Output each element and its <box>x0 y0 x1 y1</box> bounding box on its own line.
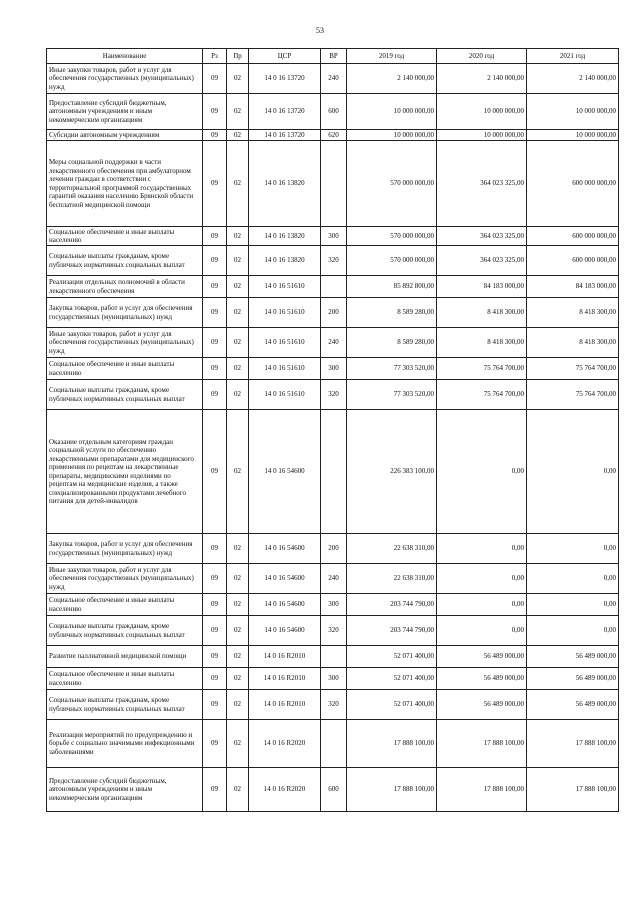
row-2019-cell: 77 303 520,00 <box>347 358 437 380</box>
row-2021-cell: 17 888 100,00 <box>527 768 619 812</box>
table-body <box>47 64 619 812</box>
row-rz-cell: 09 <box>203 690 227 720</box>
row-name-cell: Реализация отдельных полномочий в области лекарственного обеспечения <box>47 276 203 298</box>
row-name-cell: Предоставление субсидий бюджетным, автономным учреждениям и иным некоммерческим организациям <box>47 94 203 130</box>
row-2019-cell: 570 000 000,00 <box>347 227 437 246</box>
row-pr-cell: 02 <box>227 564 249 594</box>
table-row <box>47 410 619 534</box>
table-row <box>47 141 619 227</box>
row-2020-cell: 10 000 000,00 <box>437 94 527 130</box>
row-2019-cell: 17 888 100,00 <box>347 768 437 812</box>
row-csr-cell: 14 0 16 13720 <box>249 94 321 130</box>
row-rz-cell: 09 <box>203 668 227 690</box>
row-name-cell: Социальное обеспечение и иные выплаты населению <box>47 594 203 616</box>
row-name-cell: Иные закупки товаров, работ и услуг для обеспечения государственных (муниципальных) нужд <box>47 564 203 594</box>
row-rz-cell: 09 <box>203 94 227 130</box>
header-2020: 2020 год <box>437 49 527 64</box>
row-rz-cell: 09 <box>203 720 227 768</box>
row-pr-cell: 02 <box>227 227 249 246</box>
row-name-cell: Социальное обеспечение и иные выплаты населению <box>47 227 203 246</box>
row-2019-cell: 570 000 000,00 <box>347 141 437 227</box>
row-2021-cell: 56 489 000,00 <box>527 668 619 690</box>
row-2020-cell: 56 489 000,00 <box>437 668 527 690</box>
row-vr-cell: 240 <box>321 328 347 358</box>
header-name: Наименование <box>47 49 203 64</box>
row-vr-cell: 320 <box>321 616 347 646</box>
page-number: 53 <box>316 26 324 35</box>
row-2019-cell: 77 303 520,00 <box>347 380 437 410</box>
row-2021-cell: 600 000 000,00 <box>527 246 619 276</box>
row-csr-cell: 14 0 16 R2010 <box>249 646 321 668</box>
table-row <box>47 594 619 616</box>
row-vr-cell: 240 <box>321 564 347 594</box>
row-2019-cell: 203 744 790,00 <box>347 594 437 616</box>
row-2021-cell: 0,00 <box>527 410 619 534</box>
row-rz-cell: 09 <box>203 594 227 616</box>
table-row <box>47 534 619 564</box>
row-2019-cell: 52 071 400,00 <box>347 646 437 668</box>
row-csr-cell: 14 0 16 54600 <box>249 594 321 616</box>
row-name-cell: Развитие паллиативной медицинской помощи <box>47 646 203 668</box>
row-name-cell: Меры социальной поддержки в части лекарственного обеспечения при амбулаторном лечении граждан в соответствии с территориальной программой государственных гарантий оказания населению Брянской области бесплатной медицинской помощи <box>47 141 203 227</box>
row-rz-cell: 09 <box>203 410 227 534</box>
row-csr-cell: 14 0 16 R2010 <box>249 668 321 690</box>
row-rz-cell: 09 <box>203 246 227 276</box>
row-2021-cell: 0,00 <box>527 594 619 616</box>
row-vr-cell <box>321 410 347 534</box>
header-pr: Пр <box>227 49 249 64</box>
row-2021-cell: 84 183 000,00 <box>527 276 619 298</box>
table-row <box>47 64 619 94</box>
row-2020-cell: 364 023 325,00 <box>437 141 527 227</box>
row-2020-cell: 8 418 300,00 <box>437 328 527 358</box>
row-2021-cell: 8 418 300,00 <box>527 298 619 328</box>
row-2019-cell: 52 071 400,00 <box>347 668 437 690</box>
budget-table <box>46 48 619 812</box>
row-2020-cell: 0,00 <box>437 616 527 646</box>
row-pr-cell: 02 <box>227 594 249 616</box>
row-csr-cell: 14 0 16 51610 <box>249 298 321 328</box>
row-2019-cell: 203 744 790,00 <box>347 616 437 646</box>
row-name-cell: Иные закупки товаров, работ и услуг для обеспечения государственных (муниципальных) нужд <box>47 64 203 94</box>
row-2021-cell: 8 418 300,00 <box>527 328 619 358</box>
row-rz-cell: 09 <box>203 564 227 594</box>
row-2021-cell: 600 000 000,00 <box>527 227 619 246</box>
row-2020-cell: 364 023 325,00 <box>437 227 527 246</box>
row-2021-cell: 600 000 000,00 <box>527 141 619 227</box>
table-row <box>47 564 619 594</box>
table-row <box>47 380 619 410</box>
row-2021-cell: 56 489 000,00 <box>527 646 619 668</box>
row-name-cell: Предоставление субсидий бюджетным, автономным учреждениям и иным некоммерческим организациям <box>47 768 203 812</box>
row-2019-cell: 22 638 310,00 <box>347 534 437 564</box>
row-vr-cell: 320 <box>321 246 347 276</box>
row-rz-cell: 09 <box>203 768 227 812</box>
table-row <box>47 276 619 298</box>
row-name-cell: Социальные выплаты гражданам, кроме публичных нормативных социальных выплат <box>47 246 203 276</box>
row-2020-cell: 8 418 300,00 <box>437 298 527 328</box>
row-2019-cell: 22 638 310,00 <box>347 564 437 594</box>
row-pr-cell: 02 <box>227 276 249 298</box>
row-csr-cell: 14 0 16 54600 <box>249 564 321 594</box>
table-row <box>47 768 619 812</box>
row-2019-cell: 8 589 280,00 <box>347 298 437 328</box>
table-row <box>47 246 619 276</box>
row-pr-cell: 02 <box>227 246 249 276</box>
table-row <box>47 616 619 646</box>
row-vr-cell <box>321 646 347 668</box>
row-vr-cell: 600 <box>321 94 347 130</box>
row-name-cell: Социальные выплаты гражданам, кроме публичных нормативных социальных выплат <box>47 616 203 646</box>
row-2020-cell: 17 888 100,00 <box>437 768 527 812</box>
row-name-cell: Социальные выплаты гражданам, кроме публичных нормативных социальных выплат <box>47 380 203 410</box>
row-2021-cell: 75 764 700,00 <box>527 380 619 410</box>
row-name-cell: Закупка товаров, работ и услуг для обеспечения государственных (муниципальных) нужд <box>47 298 203 328</box>
row-name-cell: Закупка товаров, работ и услуг для обеспечения государственных (муниципальных) нужд <box>47 534 203 564</box>
table-row <box>47 668 619 690</box>
row-2021-cell: 0,00 <box>527 564 619 594</box>
row-vr-cell <box>321 141 347 227</box>
header-rz: Рз <box>203 49 227 64</box>
row-2019-cell: 2 140 000,00 <box>347 64 437 94</box>
table-row <box>47 690 619 720</box>
row-vr-cell: 300 <box>321 668 347 690</box>
row-2021-cell: 17 888 100,00 <box>527 720 619 768</box>
row-pr-cell: 02 <box>227 690 249 720</box>
row-rz-cell: 09 <box>203 534 227 564</box>
row-pr-cell: 02 <box>227 646 249 668</box>
row-pr-cell: 02 <box>227 410 249 534</box>
row-pr-cell: 02 <box>227 534 249 564</box>
row-2020-cell: 75 764 700,00 <box>437 358 527 380</box>
row-rz-cell: 09 <box>203 276 227 298</box>
row-2020-cell: 84 183 000,00 <box>437 276 527 298</box>
row-2019-cell: 85 892 800,00 <box>347 276 437 298</box>
row-vr-cell: 620 <box>321 130 347 141</box>
row-csr-cell: 14 0 16 51610 <box>249 380 321 410</box>
row-csr-cell: 14 0 16 R2020 <box>249 720 321 768</box>
row-csr-cell: 14 0 16 R2020 <box>249 768 321 812</box>
row-2021-cell: 75 764 700,00 <box>527 358 619 380</box>
row-csr-cell: 14 0 16 13820 <box>249 141 321 227</box>
row-pr-cell: 02 <box>227 358 249 380</box>
row-2020-cell: 17 888 100,00 <box>437 720 527 768</box>
row-rz-cell: 09 <box>203 64 227 94</box>
row-vr-cell: 240 <box>321 64 347 94</box>
row-2020-cell: 0,00 <box>437 410 527 534</box>
row-name-cell: Иные закупки товаров, работ и услуг для обеспечения государственных (муниципальных) нужд <box>47 328 203 358</box>
row-csr-cell: 14 0 16 51610 <box>249 358 321 380</box>
row-vr-cell <box>321 276 347 298</box>
row-2021-cell: 10 000 000,00 <box>527 94 619 130</box>
row-pr-cell: 02 <box>227 298 249 328</box>
row-name-cell: Социальное обеспечение и иные выплаты населению <box>47 668 203 690</box>
row-vr-cell: 320 <box>321 380 347 410</box>
row-vr-cell: 600 <box>321 768 347 812</box>
row-csr-cell: 14 0 16 51610 <box>249 276 321 298</box>
table-row <box>47 328 619 358</box>
row-2019-cell: 226 383 100,00 <box>347 410 437 534</box>
table-header-row <box>47 49 619 64</box>
row-csr-cell: 14 0 16 13720 <box>249 64 321 94</box>
header-vr: ВР <box>321 49 347 64</box>
row-pr-cell: 02 <box>227 328 249 358</box>
row-csr-cell: 14 0 16 54600 <box>249 616 321 646</box>
row-csr-cell: 14 0 16 54600 <box>249 534 321 564</box>
row-rz-cell: 09 <box>203 227 227 246</box>
row-2020-cell: 10 000 000,00 <box>437 130 527 141</box>
row-2020-cell: 56 489 000,00 <box>437 690 527 720</box>
row-name-cell: Реализация мероприятий по предупреждению и борьбе с социально значимыми инфекционными заболеваниями <box>47 720 203 768</box>
row-name-cell: Субсидии автономным учреждениям <box>47 130 203 141</box>
row-2021-cell: 56 489 000,00 <box>527 690 619 720</box>
row-pr-cell: 02 <box>227 130 249 141</box>
row-vr-cell: 300 <box>321 358 347 380</box>
row-2020-cell: 75 764 700,00 <box>437 380 527 410</box>
row-pr-cell: 02 <box>227 64 249 94</box>
table-row <box>47 227 619 246</box>
row-2021-cell: 0,00 <box>527 534 619 564</box>
table-row <box>47 720 619 768</box>
row-pr-cell: 02 <box>227 94 249 130</box>
row-csr-cell: 14 0 16 13720 <box>249 130 321 141</box>
row-2019-cell: 17 888 100,00 <box>347 720 437 768</box>
row-2020-cell: 56 489 000,00 <box>437 646 527 668</box>
row-vr-cell: 200 <box>321 534 347 564</box>
row-pr-cell: 02 <box>227 616 249 646</box>
row-pr-cell: 02 <box>227 141 249 227</box>
row-name-cell: Оказание отдельным категориям граждан социальной услуги по обеспечению лекарственными препаратами для медицинского применения по рецептам на лекарственные препараты, медицинскими изделиями по рецептам на медицинские изделия, а также специализированными продуктами лечебного питания для детей-инвалидов <box>47 410 203 534</box>
row-2020-cell: 2 140 000,00 <box>437 64 527 94</box>
row-2019-cell: 8 589 280,00 <box>347 328 437 358</box>
row-csr-cell: 14 0 16 13820 <box>249 246 321 276</box>
table-row <box>47 94 619 130</box>
header-2021: 2021 год <box>527 49 619 64</box>
row-2019-cell: 10 000 000,00 <box>347 130 437 141</box>
row-rz-cell: 09 <box>203 328 227 358</box>
row-csr-cell: 14 0 16 13820 <box>249 227 321 246</box>
row-pr-cell: 02 <box>227 720 249 768</box>
table-row <box>47 130 619 141</box>
row-2021-cell: 2 140 000,00 <box>527 64 619 94</box>
row-2019-cell: 10 000 000,00 <box>347 94 437 130</box>
row-rz-cell: 09 <box>203 298 227 328</box>
row-rz-cell: 09 <box>203 130 227 141</box>
row-pr-cell: 02 <box>227 380 249 410</box>
row-2020-cell: 0,00 <box>437 564 527 594</box>
row-2020-cell: 0,00 <box>437 534 527 564</box>
row-csr-cell: 14 0 16 51610 <box>249 328 321 358</box>
row-name-cell: Социальные выплаты гражданам, кроме публичных нормативных социальных выплат <box>47 690 203 720</box>
row-rz-cell: 09 <box>203 358 227 380</box>
row-2019-cell: 52 071 400,00 <box>347 690 437 720</box>
table-row <box>47 358 619 380</box>
row-vr-cell: 300 <box>321 594 347 616</box>
row-vr-cell: 300 <box>321 227 347 246</box>
row-csr-cell: 14 0 16 R2010 <box>249 690 321 720</box>
row-csr-cell: 14 0 16 54600 <box>249 410 321 534</box>
row-2020-cell: 364 023 325,00 <box>437 246 527 276</box>
row-name-cell: Социальное обеспечение и иные выплаты населению <box>47 358 203 380</box>
table-row <box>47 646 619 668</box>
header-2019: 2019 год <box>347 49 437 64</box>
row-vr-cell: 320 <box>321 690 347 720</box>
row-2019-cell: 570 000 000,00 <box>347 246 437 276</box>
row-vr-cell <box>321 720 347 768</box>
header-csr: ЦСР <box>249 49 321 64</box>
row-2021-cell: 0,00 <box>527 616 619 646</box>
row-rz-cell: 09 <box>203 646 227 668</box>
table-row <box>47 298 619 328</box>
row-rz-cell: 09 <box>203 616 227 646</box>
row-rz-cell: 09 <box>203 141 227 227</box>
row-2021-cell: 10 000 000,00 <box>527 130 619 141</box>
row-vr-cell: 200 <box>321 298 347 328</box>
row-rz-cell: 09 <box>203 380 227 410</box>
row-pr-cell: 02 <box>227 668 249 690</box>
row-pr-cell: 02 <box>227 768 249 812</box>
row-2020-cell: 0,00 <box>437 594 527 616</box>
